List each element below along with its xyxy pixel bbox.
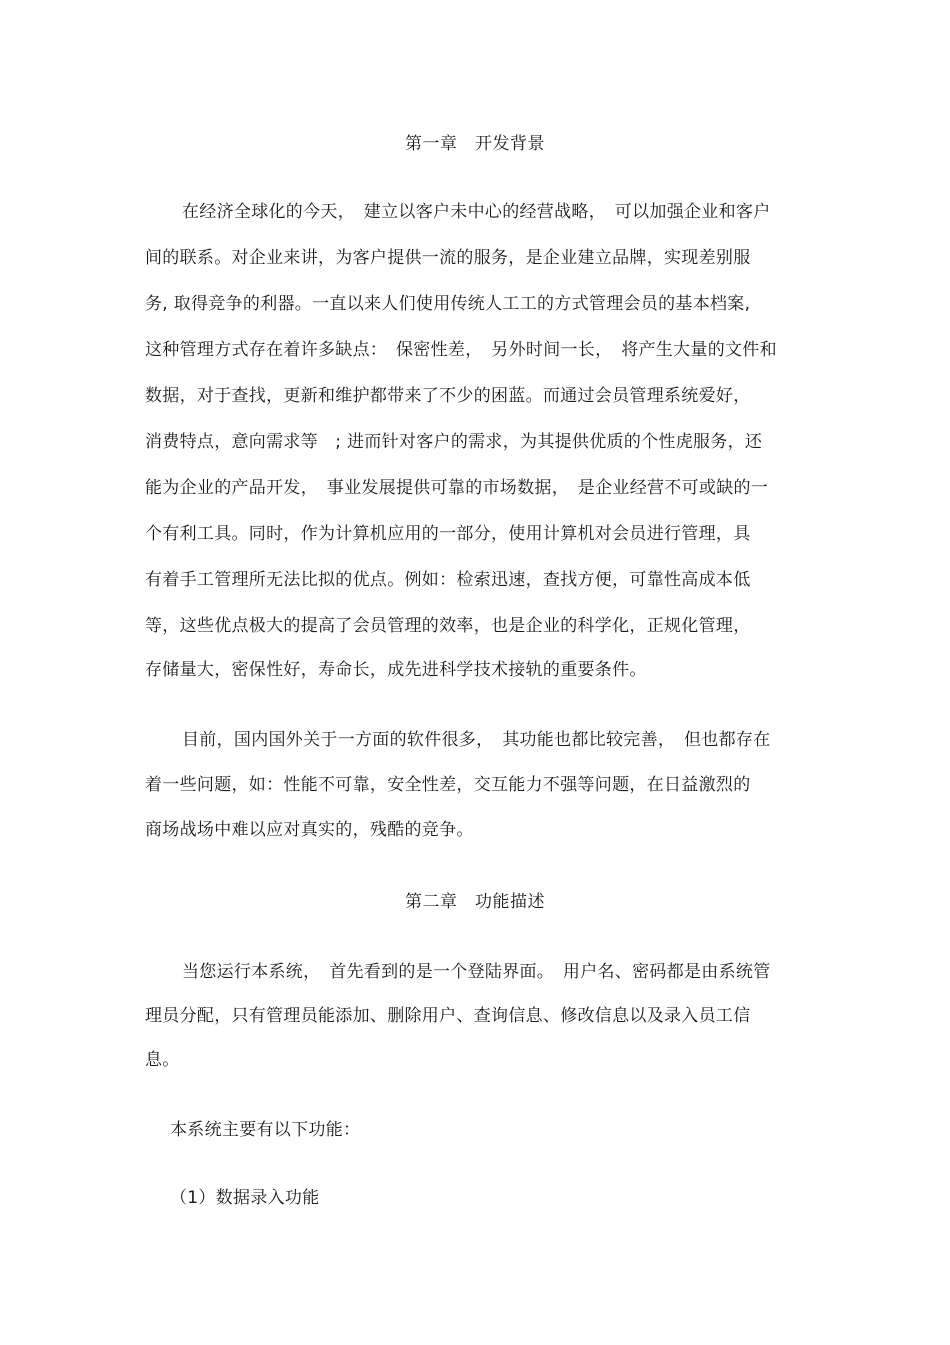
paragraph-line: 这种管理方式存在着许多缺点： 保密性差， 另外时间一长， 将产生大量的文件和 (145, 340, 777, 360)
paragraph-line: 数据，对于查找，更新和维护都带来了不少的困蓝。而通过会员管理系统爱好， (145, 386, 751, 406)
paragraph-line: 有着手工管理所无法比拟的优点。例如：检索迅速，查找方便，可靠性高成本低 (145, 570, 751, 590)
paragraph-line: 商场战场中难以应对真实的，残酷的竞争。 (145, 820, 474, 840)
paragraph-line: 消费特点，意向需求等 ; 进而针对客户的需求，为其提供优质的个性虎服务，还 (145, 432, 763, 452)
chapter-1-title: 第一章 开发背景 (405, 134, 545, 154)
paragraph-line: 着一些问题，如：性能不可靠，安全性差，交互能力不强等问题，在日益激烈的 (145, 775, 751, 795)
paragraph-line: 目前，国内国外关于一方面的软件很多， 其功能也都比较完善， 但也都存在 (182, 730, 771, 750)
paragraph-line: 理员分配，只有管理员能添加、删除用户、查询信息、修改信息以及录入员工信 (145, 1006, 751, 1026)
paragraph-line: 间的联系。对企业来讲，为客户提供一流的服务，是企业建立品牌，实现差别服 (145, 248, 751, 268)
paragraph-line: 务, 取得竞争的利器。一直以来人们使用传统人工工的方式管理会员的基本档案, (145, 294, 751, 314)
paragraph-line: 存储量大，密保性好，寿命长，成先进科学技术接轨的重要条件。 (145, 660, 647, 680)
features-intro: 本系统主要有以下功能： (170, 1120, 361, 1140)
paragraph-line: 在经济全球化的今天， 建立以客户未中心的经营战略， 可以加强企业和客户 (182, 202, 771, 222)
paragraph-line: 息。 (145, 1050, 180, 1070)
paragraph-line: 当您运行本系统， 首先看到的是一个登陆界面。 用户名、密码都是由系统管 (182, 962, 771, 982)
paragraph-line: 能为企业的产品开发， 事业发展提供可靠的市场数据， 是企业经营不可或缺的一 (145, 478, 769, 498)
paragraph-line: 等，这些优点极大的提高了会员管理的效率，也是企业的科学化，正规化管理， (145, 616, 751, 636)
paragraph-line: 个有利工具。同时，作为计算机应用的一部分，使用计算机对会员进行管理，具 (145, 524, 751, 544)
chapter-2-title: 第二章 功能描述 (405, 892, 545, 912)
feature-item-data-entry: （1）数据录入功能 (170, 1188, 320, 1208)
